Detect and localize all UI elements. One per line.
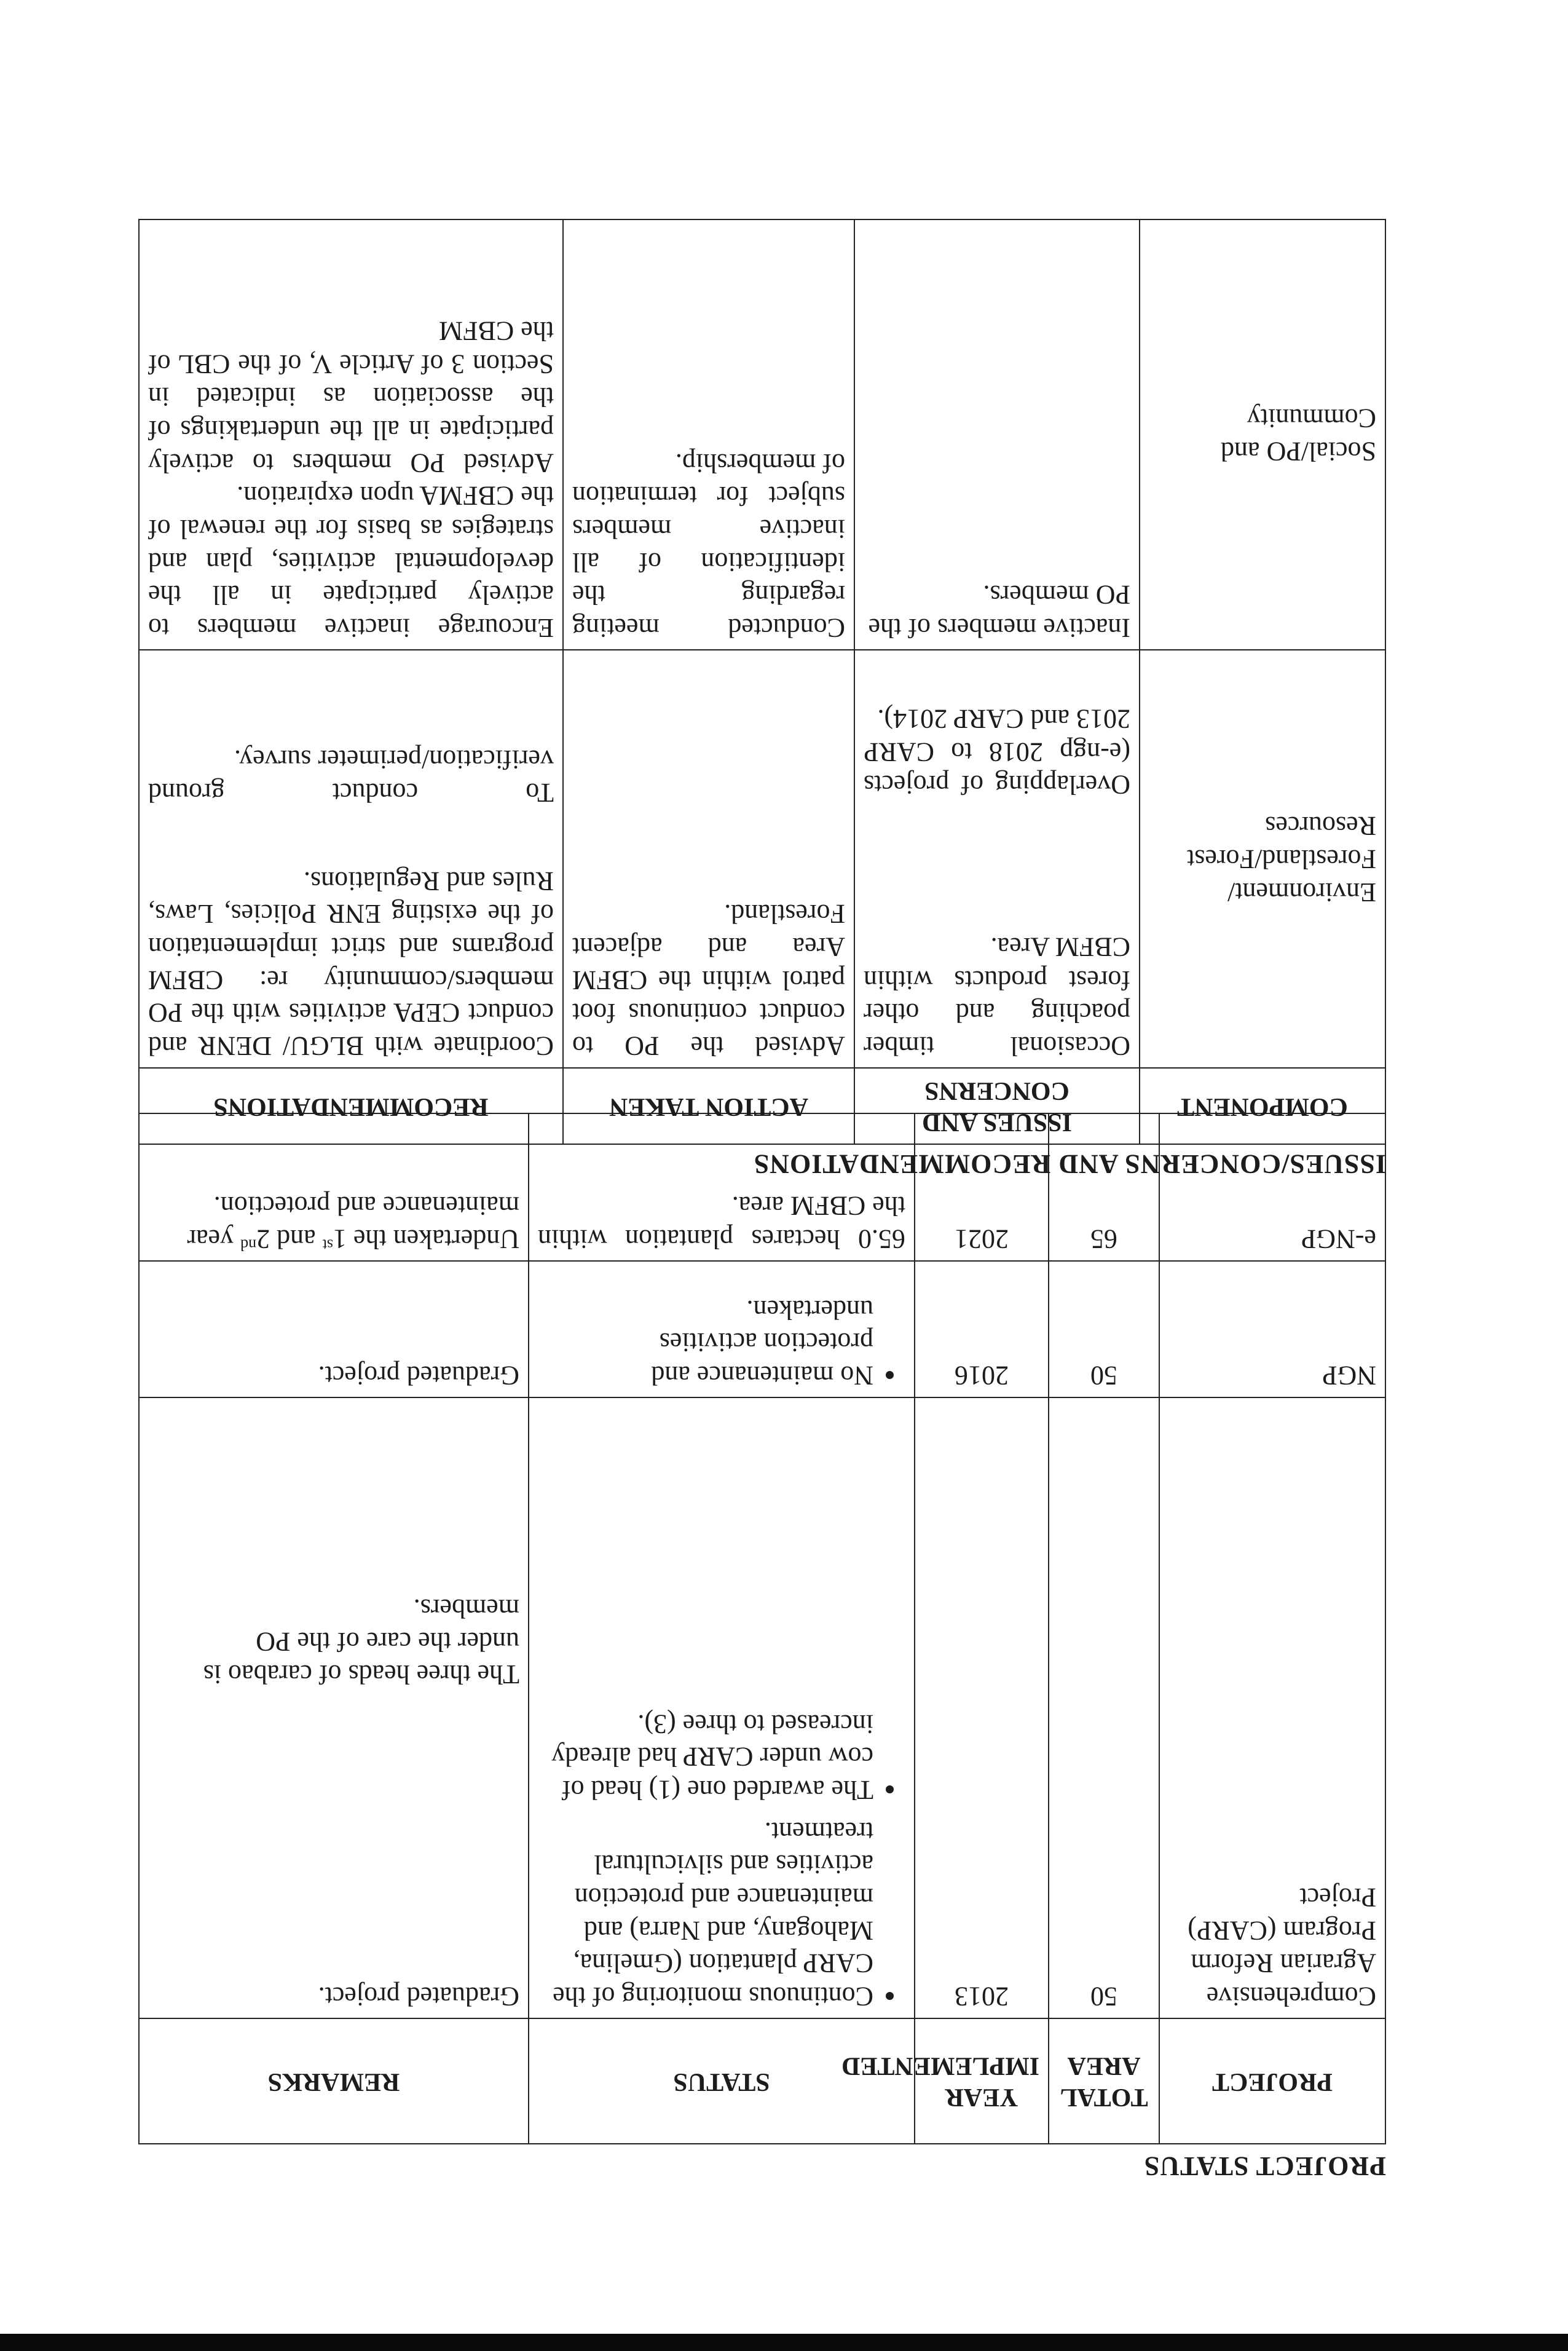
issues-table: [138, 219, 1386, 1145]
total-area: 65: [1049, 1113, 1159, 1261]
issues-header-row: [139, 1068, 1385, 1144]
project-name: NGP: [1159, 1261, 1385, 1397]
issues-cell: [854, 650, 1140, 1068]
remarks-line: Graduated project.: [318, 1982, 519, 2012]
project-status-title: PROJECT STATUS: [1143, 2151, 1386, 2181]
project-name: e-NGP: [1159, 1113, 1385, 1261]
year-implemented: 2016: [915, 1261, 1049, 1397]
issue-text: Inactive members of the PO members.: [854, 219, 1140, 650]
recommendations-cell: [139, 219, 563, 650]
issue-text: Occasional timber poaching and other forest products within CBFM Area.: [864, 931, 1130, 1061]
header-recommendations: RECOMMENDATIONS: [139, 1068, 563, 1144]
header-action: ACTION TAKEN: [563, 1068, 854, 1144]
status-item: • No maintenance and protection activities undertaken.: [538, 1293, 873, 1392]
header-status: STATUS: [529, 2018, 915, 2144]
project-status-header-row: [139, 2018, 1385, 2144]
issue-text: Overlapping of projects (e-ngp 2018 to CARP 2013 and CARP 2014).: [864, 703, 1130, 800]
recommendation-text: Encourage inactive members to actively participate in all the developmental activities, plan and strategies as basis for the renewal of the CBFMA upon expiration.: [148, 481, 554, 643]
action-text: Conducted meeting regarding the identification of all inactive members subject for termination of membership.: [563, 219, 854, 650]
remarks-line: The three heads of carabao is under the care of the PO members.: [203, 1593, 519, 1690]
superscript: st: [322, 1236, 333, 1254]
project-status-table: [138, 1113, 1386, 2144]
remarks-text: year maintenance and protection.: [187, 1191, 519, 1254]
year-implemented: 2013: [915, 1397, 1049, 2018]
recommendation-text: Coordinate with BLGU/ DENR and conduct CEPA activities with the PO members/community re: CBFM programs and strict implementation of the existing ENR Policies, Laws, Rules and Regulations.: [148, 866, 554, 1061]
project-name: Comprehensive Agrarian Reform Program (CARP) Project: [1159, 1397, 1385, 2018]
status-text: 65.0 hectares plantation within the CBFM area.: [529, 1113, 915, 1261]
table-row: [139, 219, 1385, 650]
total-area: 50: [1049, 1397, 1159, 2018]
remarks-cell: [139, 1397, 529, 2018]
total-area: 50: [1049, 1261, 1159, 1397]
action-text: Advised the PO to conduct continuous foot patrol within the CBFM Area and adjacent Forestland.: [572, 899, 845, 1061]
table-row: [139, 1261, 1385, 1397]
header-component: COMPONENT: [1140, 1068, 1385, 1144]
remarks-text: Undertaken the 1: [333, 1224, 519, 1254]
header-issues: ISSUES AND CONCERNS: [854, 1068, 1140, 1144]
remarks-text: and 2: [256, 1224, 323, 1254]
table-row: [139, 650, 1385, 1068]
issues-title: ISSUES/CONCERNS AND RECOMMENDATIONS: [753, 1149, 1386, 1179]
recommendation-text: To conduct ground verification/perimeter survey.: [148, 745, 554, 808]
component-cell: Environment/ Forestland/Forest Resources: [1140, 650, 1385, 1068]
remarks-line: Graduated project.: [139, 1261, 529, 1397]
recommendations-cell: [139, 650, 563, 1068]
header-remarks: REMARKS: [139, 2018, 529, 2144]
header-year-implemented: YEAR IMPLEMENTED: [915, 2018, 1049, 2144]
status-cell: [529, 1261, 915, 1397]
header-project: PROJECT: [1159, 2018, 1385, 2144]
status-item: • Continuous monitoring of the CARP plantation (Gmelina, Mahogany, and Narra) and maintenance and protection activities and silvicultural treatment.: [538, 1815, 873, 2013]
status-item: • The awarded one (1) head of cow under CARP had already increased to three (3).: [538, 1707, 873, 1806]
superscript: nd: [240, 1236, 257, 1254]
header-total-area: TOTAL AREA: [1049, 2018, 1159, 2144]
action-cell: [563, 650, 854, 1068]
component-cell: Social/PO and Community: [1140, 219, 1385, 650]
scan-edge: [0, 2334, 1568, 2351]
table-row: [139, 1397, 1385, 2018]
recommendation-text: Advised PO members to actively participate in all the undertakings of the association as indicated in Section 3 of Article V, of the CBL of the CBFM: [148, 315, 554, 478]
year-implemented: 2021: [915, 1113, 1049, 1261]
status-cell: [529, 1397, 915, 2018]
